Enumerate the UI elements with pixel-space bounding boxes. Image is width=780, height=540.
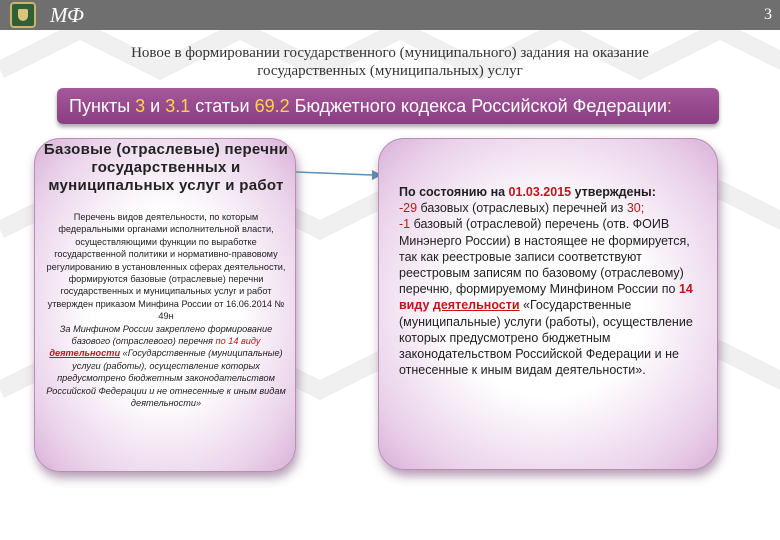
right-card-body: [399, 184, 707, 378]
title-line-1: Новое в формировании государственного (муниципального) задания на оказание: [131, 45, 649, 61]
left-card-p3d: «Государственные (муниципальные) услуги (работы), осуществление которых предусмотрено бюджетным законодательством Российской Федерации и не отнесенные к иным видам деятельности»: [46, 348, 286, 409]
banner-num-3: 69.2: [254, 96, 290, 116]
left-card-p3: [45, 323, 287, 410]
banner-text-4: Бюджетного кодекса Российской Федерации: [289, 96, 667, 116]
left-card-p3a: За Минфином России закреплено формирование базового (отраслевого) перечня: [59, 323, 273, 347]
right-card-l1a: По состоянию на: [399, 185, 509, 199]
banner: [57, 88, 719, 124]
emblem-icon: [10, 2, 36, 28]
banner-text-1: Пункты: [69, 96, 136, 116]
right-card-l1c: утверждены:: [571, 185, 656, 199]
left-card-p2: утвержден приказом Минфина России от 16.06.2014 № 49н: [47, 298, 285, 322]
right-card-l3d: деятельности: [432, 298, 520, 313]
banner-num-1: 3: [135, 96, 146, 116]
title-line-2: государственных (муниципальных) услуг: [257, 63, 523, 79]
left-card-p1: Перечень видов деятельности, по которым федеральными органами исполнительной власти, осуществляющими функции по выработке государственной политики и нормативно-правовому регулированию в установленных сферах деятельности, формируются базовые (отраслевые) перечни государственных и муниципальных услуг и работ: [46, 212, 286, 297]
arrow-right-icon: [296, 168, 382, 182]
right-card-date: 01.03.2015: [508, 185, 572, 199]
logo: МФ: [50, 3, 84, 27]
left-card-p3b: по 14 виду: [215, 336, 261, 347]
right-card-l2c: 30;: [626, 201, 645, 216]
right-card-l2b: базовых (отраслевых) перечней из: [417, 201, 627, 216]
banner-colon: :: [666, 96, 672, 116]
right-card-l3c: 14 виду: [399, 282, 693, 313]
right-card-l3a: -1: [399, 217, 411, 232]
left-card-p3c: деятельности: [49, 348, 121, 359]
slide-title: [40, 44, 740, 80]
banner-num-2: 3.1: [165, 96, 191, 116]
right-card-line-2: [399, 200, 707, 216]
right-card-l2a: -29: [399, 201, 418, 216]
right-card-l3e: «Государственные (муниципальные) услуги (работы), осуществление которых предусмотрено бюджетным законодательством Российской Федерации и не отнесенные к иным видам деятельности».: [399, 298, 693, 378]
right-card-l3b: базовый (отраслевой) перечень (отв. ФОИВ Минэнерго России) в настоящее не формируется, так как реестровые записи соответствуют реестровым записям по базовому (отраслевому) перечню, формируемому Минфином России по: [399, 217, 690, 297]
left-card-heading: Базовые (отраслевые) перечни государственных и муниципальных услуг и работ: [43, 141, 289, 194]
banner-text-2: и: [145, 96, 166, 116]
top-bar: [0, 0, 780, 30]
left-card: [34, 138, 296, 472]
banner-text-3: статьи: [190, 96, 255, 116]
left-card-body: [45, 211, 287, 410]
right-card-line-1: [399, 184, 707, 200]
right-card-line-3: [399, 216, 707, 378]
right-card: [378, 138, 718, 470]
page-number: 3: [764, 6, 772, 23]
